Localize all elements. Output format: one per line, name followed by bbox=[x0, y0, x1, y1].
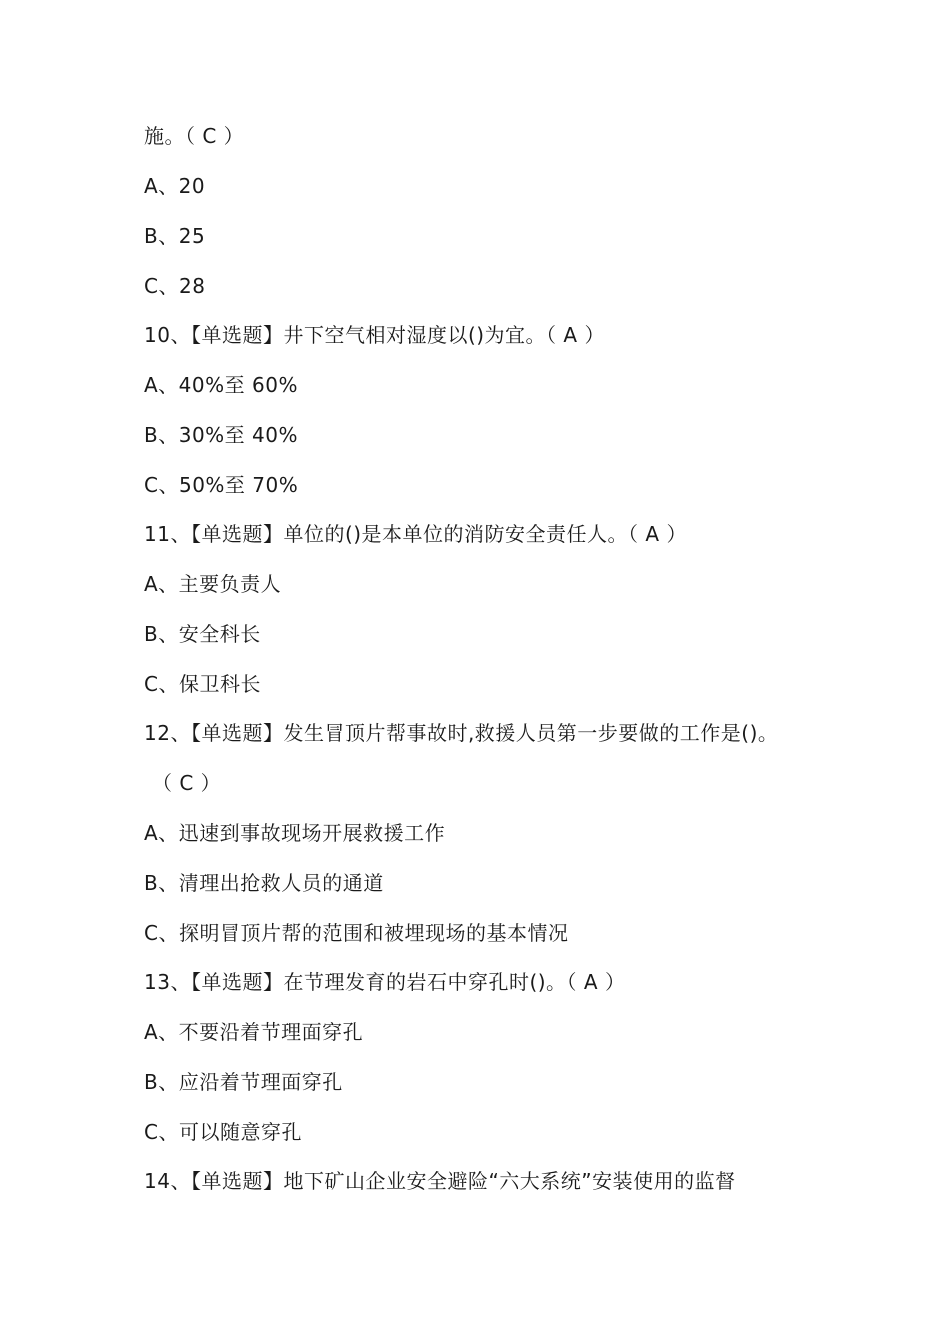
option-c: C、50%至 70% bbox=[144, 473, 299, 497]
option-a: A、20 bbox=[144, 174, 206, 198]
option-c: C、可以随意穿孔 bbox=[144, 1120, 302, 1144]
option-b: B、30%至 40% bbox=[144, 423, 298, 447]
option-c: C、探明冒顶片帮的范围和被埋现场的基本情况 bbox=[144, 921, 569, 945]
option-a: A、40%至 60% bbox=[144, 373, 298, 397]
option-c: C、保卫科长 bbox=[144, 672, 261, 696]
option-a: A、主要负责人 bbox=[144, 572, 282, 596]
question-13: 13、【单选题】在节理发育的岩石中穿孔时()。（ A ） bbox=[144, 970, 626, 994]
question-12: 12、【单选题】发生冒顶片帮事故时,救援人员第一步要做的工作是()。 bbox=[144, 721, 779, 745]
question-12-answer: （ C ） bbox=[152, 771, 222, 795]
option-b: B、安全科长 bbox=[144, 622, 261, 646]
question-10: 10、【单选题】井下空气相对湿度以()为宜。（ A ） bbox=[144, 323, 605, 347]
question-9-answer-line: 施。（ C ） bbox=[144, 124, 245, 148]
question-11: 11、【单选题】单位的()是本单位的消防安全责任人。（ A ） bbox=[144, 522, 687, 546]
option-b: B、清理出抢救人员的通道 bbox=[144, 871, 384, 895]
option-a: A、迅速到事故现场开展救援工作 bbox=[144, 821, 446, 845]
option-a: A、不要沿着节理面穿孔 bbox=[144, 1020, 364, 1044]
option-c: C、28 bbox=[144, 274, 206, 298]
option-b: B、应沿着节理面穿孔 bbox=[144, 1070, 343, 1094]
question-14: 14、【单选题】地下矿山企业安全避险“六大系统”安装使用的监督 bbox=[144, 1169, 736, 1193]
option-b: B、25 bbox=[144, 224, 206, 248]
